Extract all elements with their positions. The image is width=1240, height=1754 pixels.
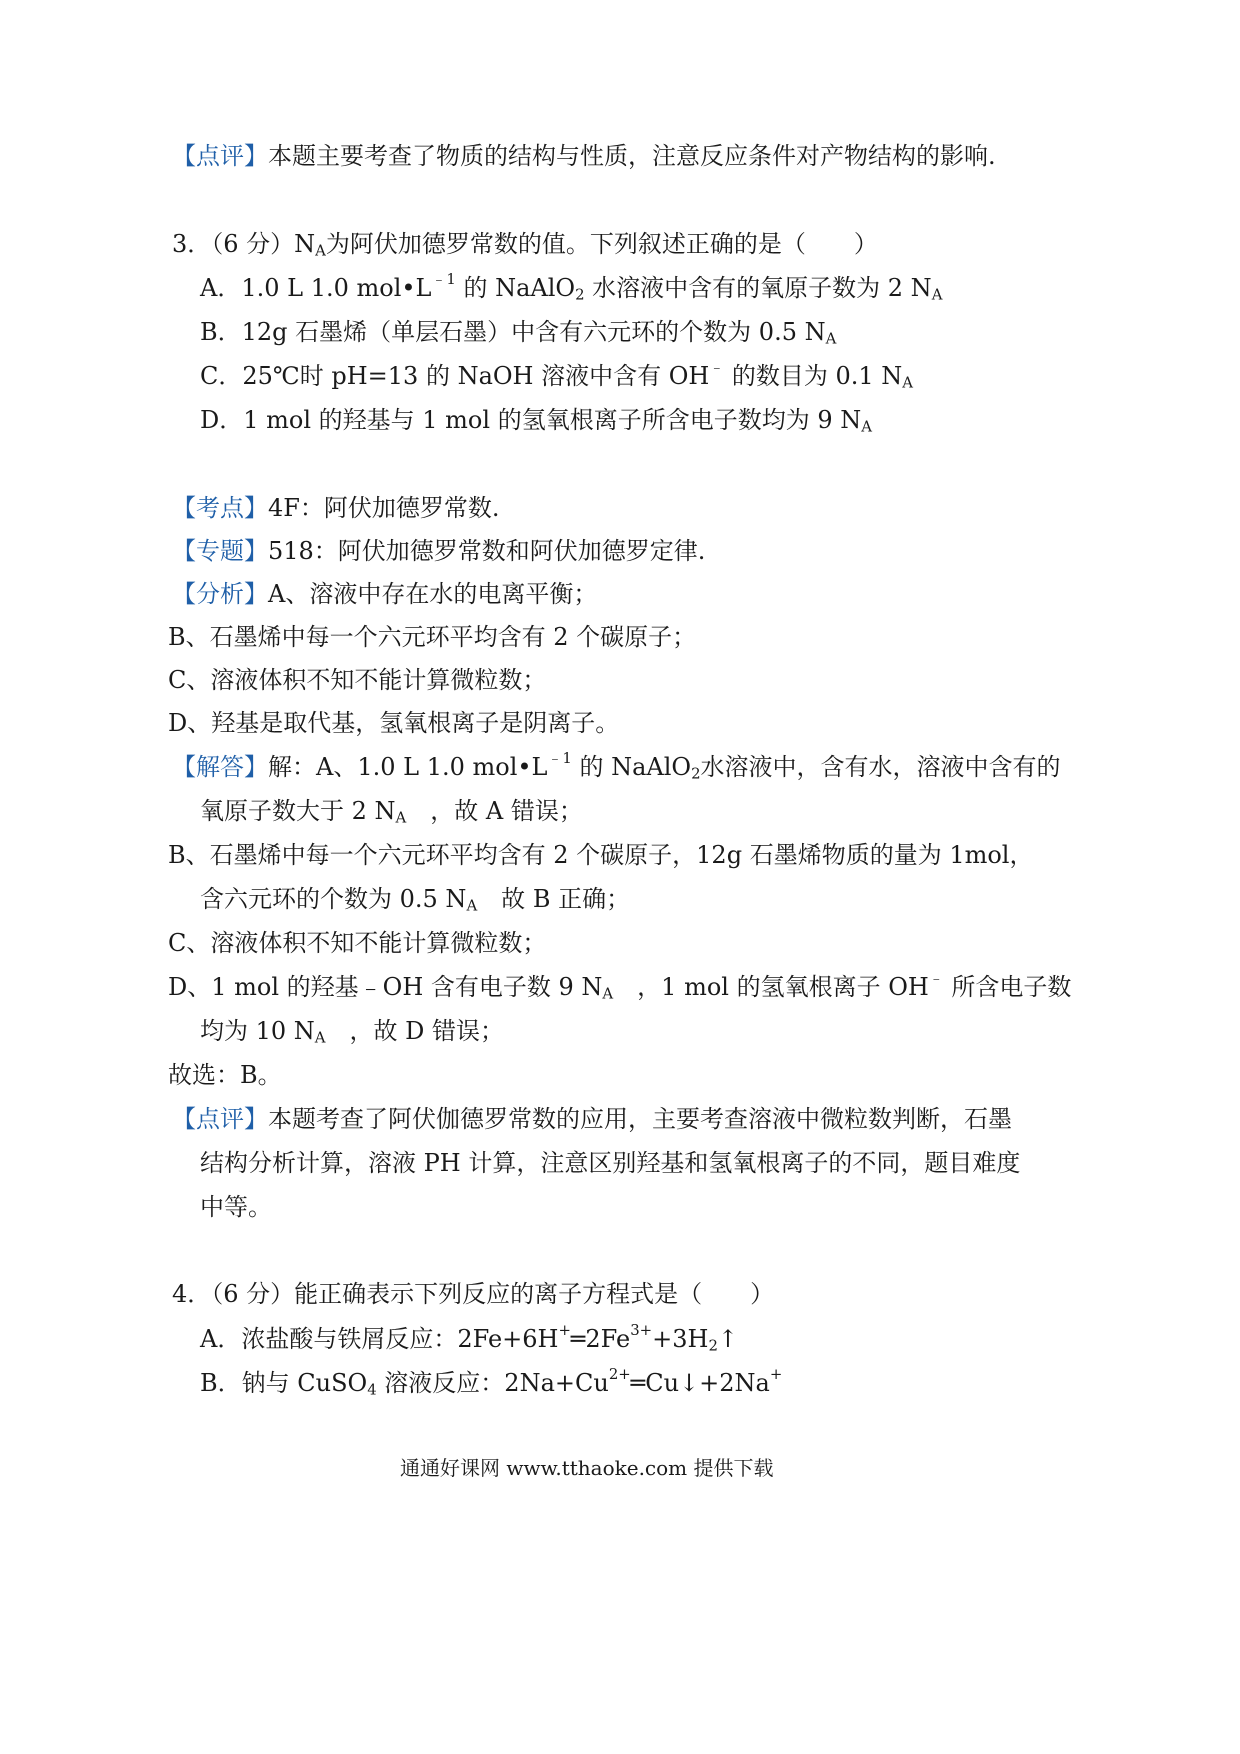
jieda-sup: ﹣: [928, 969, 944, 988]
kaodian-text: 4F：阿伏加德罗常数.: [268, 494, 500, 522]
jieda-b2: [200, 885, 630, 914]
jieda-b1: B、石墨烯中每一个六元环平均含有 2 个碳原子，12g 石墨烯物质的量为 1mol，: [168, 841, 1034, 869]
q4-option-a: [200, 1321, 739, 1355]
q3-c-part: 的数目为 0.1 N: [724, 362, 903, 390]
jieda-part: 的 NaAlO: [571, 753, 692, 781]
review-2-l1: [172, 1105, 1012, 1134]
jieda-sub: A: [314, 1028, 326, 1047]
review-1-tag: 【点评】: [172, 142, 268, 170]
q4-a-part: ↑: [717, 1325, 739, 1353]
footer-source: 通通好课网 www.tthaoke.com 提供下载: [400, 1456, 774, 1480]
kaodian: [172, 494, 500, 523]
q3-option-a: [200, 270, 943, 304]
review-2-l2: 结构分析计算，溶液 PH 计算，注意区别羟基和氢氧根离子的不同，题目难度: [200, 1149, 1021, 1177]
jieda-c: C、溶液体积不知不能计算微粒数；: [168, 929, 547, 957]
kaodian-tag: 【考点】: [172, 494, 268, 522]
jieda-part: ，1 mol 的氢氧根离子 OH: [613, 973, 929, 1001]
jieda-part: 水溶液中，含有水，溶液中含有的: [700, 753, 1061, 781]
jieda-d2: [200, 1017, 504, 1046]
q3-a-part: 水溶液中含有的氧原子数为 2 N: [584, 274, 932, 302]
q3-c-part: C．25℃时 pH=13 的 NaOH 溶液中含有 OH: [200, 362, 710, 390]
jieda-sub: 2: [691, 764, 701, 783]
q4-b-sup: +: [769, 1365, 783, 1384]
q4-b-sup: 2+: [608, 1365, 631, 1384]
fenxi-d: D、羟基是取代基，氢氧根离子是阴离子。: [168, 709, 620, 737]
review-2-l3: 中等。: [200, 1193, 272, 1221]
q4-a-sub: 2: [708, 1336, 718, 1355]
q4-a-sup: 3+: [630, 1321, 653, 1340]
jieda-part: 故 B 正确；: [477, 885, 631, 913]
q3-a-part: 的 NaAlO: [455, 274, 576, 302]
q3-stem-post: 为阿伏加德罗常数的值。下列叙述正确的是（ ）: [325, 230, 878, 258]
jieda-part: 均为 10 N: [200, 1017, 315, 1045]
q4-b-part: B．钠与 CuSO: [200, 1369, 368, 1397]
jieda-answer: 故选：B。: [168, 1061, 282, 1089]
q3-b-sub: A: [825, 329, 837, 348]
jieda-sup: ﹣1: [547, 749, 572, 768]
jieda-part: 解：A、1.0 L 1.0 mol•L: [268, 753, 548, 781]
zhuanti-tag: 【专题】: [172, 537, 268, 565]
q4-stem: 4．（6 分）能正确表示下列反应的离子方程式是（ ）: [172, 1280, 775, 1308]
jieda-a2: [200, 797, 583, 826]
q3-b-part: B．12g 石墨烯（单层石墨）中含有六元环的个数为 0.5 N: [200, 318, 826, 346]
q4-a-sup: +: [558, 1321, 571, 1340]
fenxi-a: [172, 580, 597, 609]
q3-d-part: D．1 mol 的羟基与 1 mol 的氢氧根离子所含电子数均为 9 N: [200, 406, 862, 434]
q3-a-part: A．1.0 L 1.0 mol•L: [200, 274, 432, 302]
jieda-sub: A: [466, 896, 478, 915]
jieda-sub: A: [602, 984, 614, 1003]
q4-a-part: +3H: [652, 1325, 709, 1353]
fenxi-a-text: A、溶液中存在水的电离平衡；: [268, 580, 598, 608]
q3-a-sub: 2: [575, 285, 585, 304]
review-1-text: 本题主要考查了物质的结构与性质，注意反应条件对产物结构的影响.: [268, 142, 996, 170]
review-2-text: 本题考查了阿伏伽德罗常数的应用，主要考查溶液中微粒数判断，石墨: [268, 1105, 1012, 1133]
q3-option-b: [200, 318, 836, 347]
jieda-d1: [168, 969, 1072, 1003]
jieda-a1: [172, 749, 1061, 783]
q3-stem: [172, 230, 878, 259]
q4-b-part: 溶液反应：2Na+Cu: [376, 1369, 609, 1397]
review-2-tag: 【点评】: [172, 1105, 268, 1133]
jieda-part: 氧原子数大于 2 N: [200, 797, 396, 825]
jieda-part: ，故 A 错误；: [406, 797, 583, 825]
fenxi-c: C、溶液体积不知不能计算微粒数；: [168, 666, 547, 694]
q3-stem-sub: A: [315, 241, 326, 260]
q4-b-sub: 4: [367, 1380, 377, 1399]
q4-b-part: ═Cu↓+2Na: [630, 1369, 770, 1397]
review-1: [172, 142, 996, 171]
q3-option-d: [200, 406, 872, 435]
jieda-part: 所含电子数: [943, 973, 1072, 1001]
jieda-sub: A: [395, 808, 407, 827]
q3-a-sup: ﹣1: [431, 270, 456, 289]
q3-c-sub: A: [902, 373, 914, 392]
q3-c-sup: ﹣: [709, 358, 725, 377]
jieda-tag: 【解答】: [172, 753, 268, 781]
q3-option-c: [200, 358, 914, 392]
q3-a-sub: A: [931, 285, 943, 304]
q4-a-part: ═2Fe: [570, 1325, 631, 1353]
q4-a-part: A．浓盐酸与铁屑反应：2Fe+6H: [200, 1325, 559, 1353]
q4-option-b: [200, 1365, 783, 1399]
fenxi-b: B、石墨烯中每一个六元环平均含有 2 个碳原子；: [168, 623, 697, 651]
jieda-part: 含六元环的个数为 0.5 N: [200, 885, 467, 913]
fenxi-tag: 【分析】: [172, 580, 268, 608]
jieda-part: D、1 mol 的羟基﹣OH 含有电子数 9 N: [168, 973, 603, 1001]
jieda-part: ，故 D 错误；: [325, 1017, 505, 1045]
zhuanti-text: 518：阿伏加德罗常数和阿伏加德罗定律.: [268, 537, 706, 565]
q3-d-sub: A: [861, 417, 872, 436]
q3-stem-pre: 3．（6 分）N: [172, 230, 316, 258]
zhuanti: [172, 537, 705, 566]
